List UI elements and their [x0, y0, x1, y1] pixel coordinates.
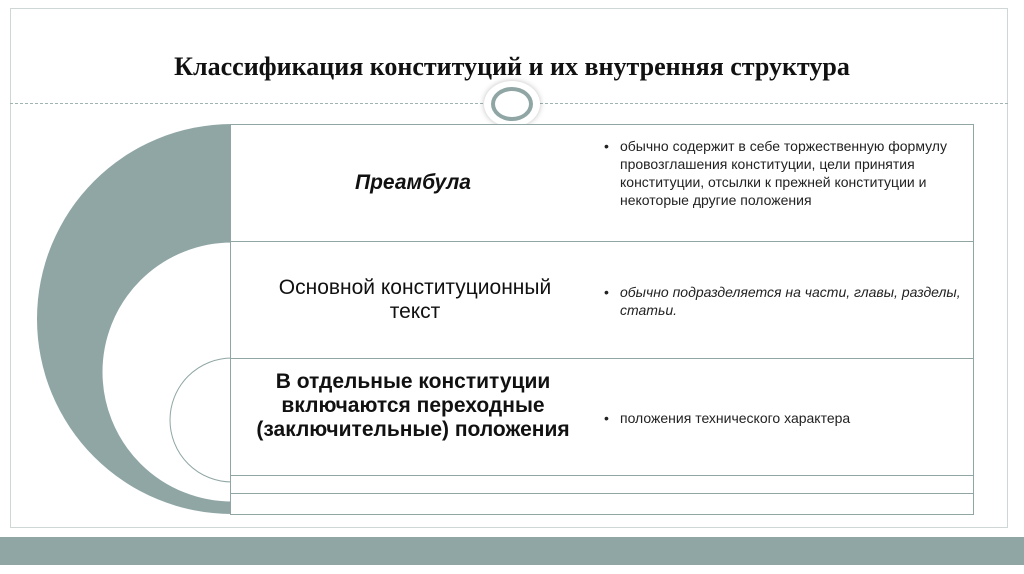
main-text-detail-text: обычно подразделяется на части, главы, разделы, статьи.: [620, 284, 961, 318]
main-text-detail: [604, 283, 976, 319]
main-text-label: Основной конституционный текст: [278, 276, 552, 323]
empty-strip-1: [230, 475, 974, 494]
transitional-label: В отдельные конституции включаются переходные (заключительные) положения: [256, 370, 570, 441]
bullet-icon: •: [604, 138, 609, 154]
empty-strip-2: [230, 493, 974, 515]
slide-title: Классификация конституций и их внутренняя структура: [174, 52, 850, 81]
preamble-detail-text: обычно содержит в себе торжественную формулу провозглашения конституции, цели принятия конституции, отсылки к прежней конституции и некоторые другие положения: [620, 138, 947, 208]
transitional-detail: [604, 409, 976, 427]
bottom-accent-band: [0, 537, 1024, 565]
preamble-detail: [604, 137, 976, 209]
preamble-label: Преамбула: [355, 171, 471, 194]
bullet-icon: •: [604, 410, 609, 426]
bullet-icon: •: [604, 284, 609, 300]
transitional-detail-text: положения технического характера: [620, 410, 851, 426]
